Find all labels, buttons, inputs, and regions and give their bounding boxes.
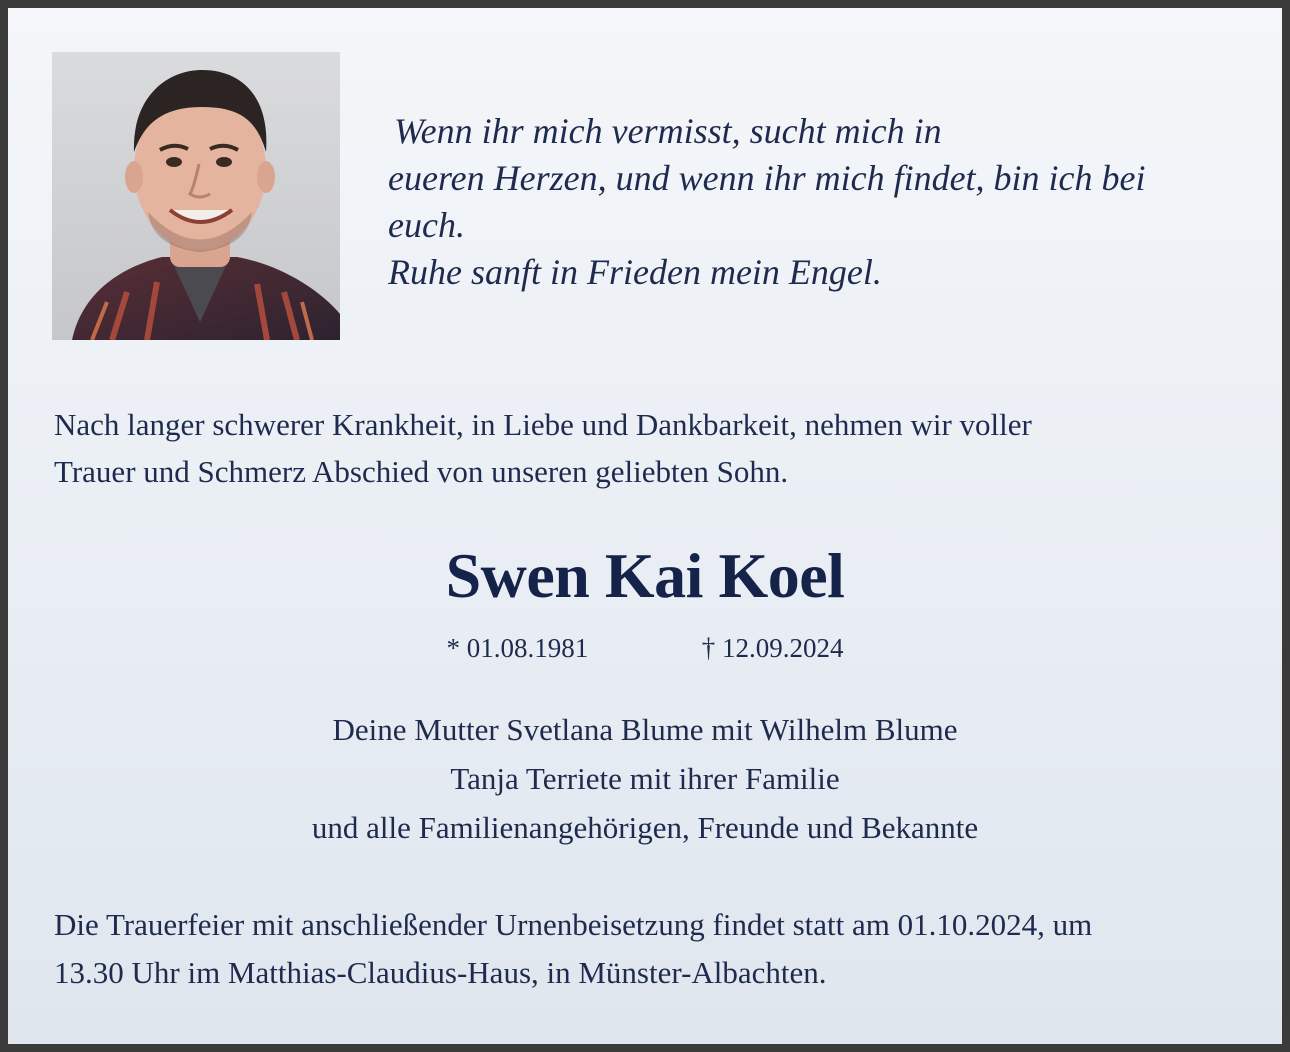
mourners-list xyxy=(8,705,1282,852)
ceremony-line: Die Trauerfeier mit anschließender Urnenbeisetzung findet statt am 01.10.2024, um xyxy=(54,907,1093,942)
mourner-line: Tanja Terriete mit ihrer Familie xyxy=(450,761,840,796)
birth-date: * 01.08.1981 xyxy=(446,633,589,663)
intro-line: Nach langer schwerer Krankheit, in Liebe und Dankbarkeit, nehmen wir voller xyxy=(54,407,1032,442)
life-dates xyxy=(8,630,1282,666)
intro-text xyxy=(54,401,1244,495)
quote-line: Wenn ihr mich vermisst, sucht mich in xyxy=(394,111,942,151)
mourner-line: Deine Mutter Svetlana Blume mit Wilhelm Blume xyxy=(332,712,958,747)
deceased-name: Swen Kai Koel xyxy=(445,540,845,611)
death-date: † 12.09.2024 xyxy=(701,633,844,663)
obituary-card xyxy=(8,8,1282,1044)
quote-line: euch. xyxy=(388,205,465,245)
memorial-quote xyxy=(388,108,1248,296)
mourner-line: und alle Familienangehörigen, Freunde und Bekannte xyxy=(311,810,979,845)
intro-line: Trauer und Schmerz Abschied von unseren geliebten Sohn. xyxy=(54,454,789,489)
portrait-illustration xyxy=(52,52,340,340)
ceremony-line: 13.30 Uhr im Matthias-Claudius-Haus, in Münster-Albachten. xyxy=(54,955,827,990)
ceremony-details xyxy=(54,901,1254,997)
quote-line: Ruhe sanft in Frieden mein Engel. xyxy=(388,252,882,292)
quote-line: eueren Herzen, und wenn ihr mich findet, bin ich bei xyxy=(388,158,1146,198)
portrait-photo xyxy=(52,52,340,340)
